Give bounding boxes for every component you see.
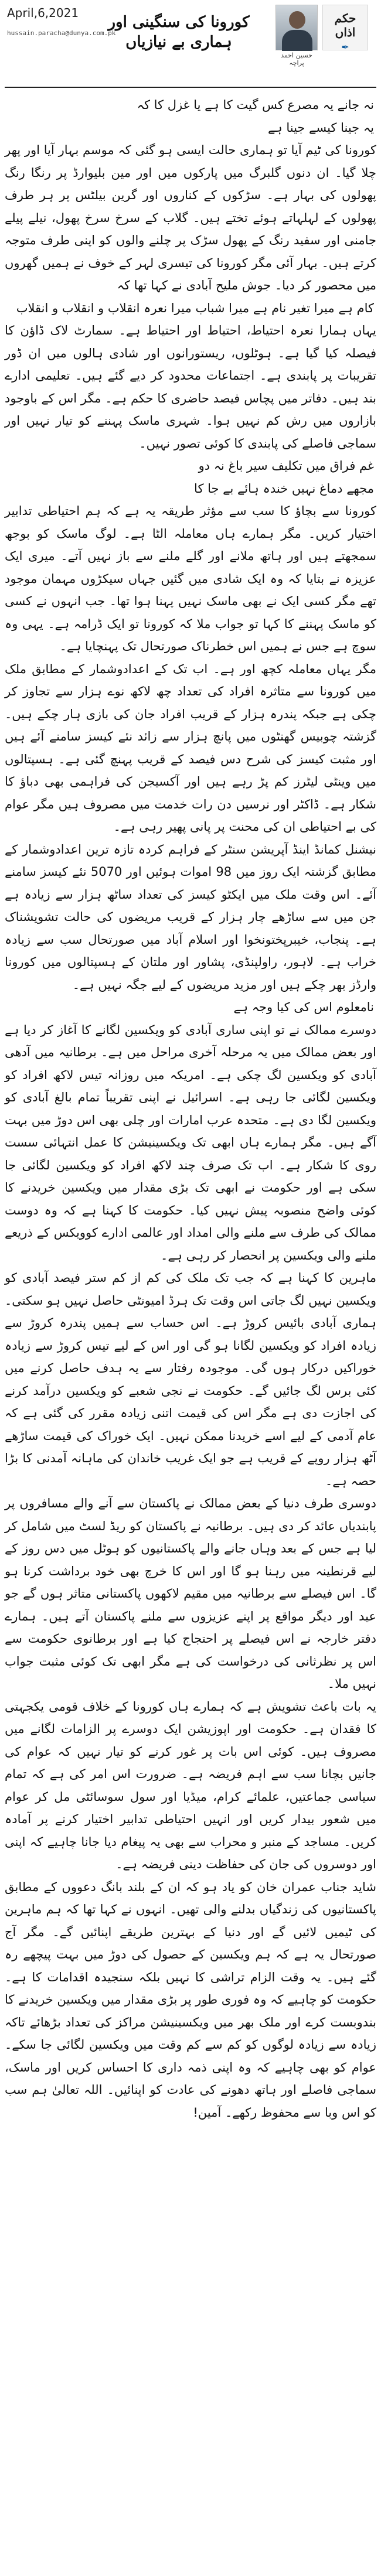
article-paragraph: کورونا کی ٹیم آیا تو ہماری حالت ایسی ہو گئی کہ موسم بہار آیا اور پھر چلا گیا۔ ان دنوں گلبرگ میں پارکوں میں اور مین بلیوارڈ پر رنگا رنگ پھولوں کی بہار ہے۔ سڑکوں کے کناروں اور گرین بیلٹس پر ہر طرف پھولوں کے لہلہاتے ہوئے تختے ہیں۔ گلاب کے سرخ سرخ پھول، نیلے پیلے جامنی اور سفید رنگ کے پھول سڑک پر چلنے والوں کو اپنی طرف متوجہ کرتے ہیں۔ بہار آئی مگر کورونا کی تیسری لہر کے خوف نے ہمیں گھروں میں محصور کر دیا۔ جوش ملیح آبادی نے کہا تھا کہ <box>5 143 376 292</box>
author-photo-torso <box>282 30 312 51</box>
article-paragraph: دوسری طرف دنیا کے بعض ممالک نے پاکستان سے آنے والے مسافروں پر پابندیاں عائد کر دی ہیں۔ برطانیہ نے پاکستان کو ریڈ لسٹ میں شامل کر لیا ہے جس کے بعد وہاں جانے والے پاکستانیوں کو ہوٹل میں دس روز کے لیے قرنطینہ میں رہنا ہو گا اور اس کا خرچ بھی خود برداشت کرنا ہو گا۔ اس فیصلے سے برطانیہ میں مقیم لاکھوں پاکستانی متاثر ہوں گے جو عید اور دیگر مواقع پر اپنے عزیزوں سے ملنے پاکستان آتے ہیں۔ ہمارے دفتر خارجہ نے اس فیصلے پر احتجاج کیا ہے اور برطانوی حکومت سے اس پر نظرثانی کی درخواست کی ہے مگر ابھی تک کوئی مثبت جواب نہیں ملا۔ <box>5 1496 376 1691</box>
article-paragraph: ماہرین کا کہنا ہے کہ جب تک ملک کی کم از کم ستر فیصد آبادی کو ویکسین نہیں لگ جاتی اس وقت تک ہرڈ امیونٹی حاصل نہیں ہو سکتی۔ ہماری آبادی بائیس کروڑ ہے۔ اس حساب سے ہمیں پندرہ کروڑ سے زیادہ افراد کو ویکسین لگانا ہو گی اور اس کے لیے تیس کروڑ سے زیادہ خوراکیں درکار ہوں گی۔ موجودہ رفتار سے یہ ہدف حاصل کرنے میں کئی برس لگ جائیں گے۔ حکومت نے نجی شعبے کو ویکسین درآمد کرنے کی اجازت دی ہے مگر اس کی قیمت اتنی زیادہ مقرر کی گئی ہے کہ عام آدمی کے لیے اسے خریدنا ممکن نہیں۔ ایک خوراک کی قیمت ساڑھے آٹھ ہزار روپے کے قریب ہے جو ایک غریب خاندان کی ماہانہ آمدنی کا بڑا حصہ ہے۔ <box>5 1271 376 1488</box>
author-name: حسین احمد پراچہ <box>281 52 312 67</box>
author-photo <box>275 5 318 50</box>
column-logo <box>322 5 368 53</box>
author-email: hussain.paracha@dunya.com.pk <box>7 29 116 37</box>
article-paragraph: مجھے دماغ نہیں خندہ ہائے بے جا کا <box>194 481 374 496</box>
article-paragraph: شاید جناب عمران خان کو یاد ہو کہ ان کے بلند بانگ دعووں کے مطابق پاکستانیوں کی زندگیاں بدلنے والی تھیں۔ انہوں نے کہا تھا کہ ہم ماہرین کی ٹیمیں لائیں گے اور دنیا کے بہترین طریقے اپنائیں گے۔ مگر آج صورتحال یہ ہے کہ ہم ویکسین کے حصول کی دوڑ میں بہت پیچھے رہ گئے ہیں۔ یہ وقت الزام تراشی کا نہیں بلکہ سنجیدہ اقدامات کا ہے۔ حکومت کو چاہیے کہ وہ فوری طور پر بڑی مقدار میں ویکسین خریدنے کا بندوبست کرے اور ملک بھر میں ویکسینیشن مراکز کی تعداد بڑھائے تاکہ زیادہ سے زیادہ لوگوں کو کم سے کم وقت میں ویکسین لگائی جا سکے۔ عوام کو بھی چاہیے کہ وہ اپنی ذمہ داری کا احساس کریں اور ماسک، سماجی فاصلے اور ہاتھ دھونے کی عادت کو اپنائیں۔ اللہ تعالیٰ ہم سب کو اس وبا سے محفوظ رکھے۔ آمین! <box>5 1879 376 2120</box>
article-paragraph: مگر یہاں معاملہ کچھ اور ہے۔ اب تک کے اعدادوشمار کے مطابق ملک میں کورونا سے متاثرہ افراد کی تعداد چھ لاکھ نوے ہزار سے تجاوز کر چکی ہے جبکہ پندرہ ہزار کے قریب افراد جان کی بازی ہار چکے ہیں۔ گزشتہ چوبیس گھنٹوں میں پانچ ہزار سے زائد نئے کیسز سامنے آئے ہیں اور مثبت کیسز کی شرح دس فیصد کے قریب پہنچ گئی ہے۔ ہسپتالوں میں وینٹی لیٹرز کم پڑ رہے ہیں اور آکسیجن کی فراہمی بھی دباؤ کا شکار ہے۔ ڈاکٹر اور نرسیں دن رات خدمت میں مصروف ہیں مگر عوام کی بے احتیاطی ان کی محنت پر پانی پھیر رہی ہے۔ <box>5 661 376 834</box>
article-paragraph: نیشنل کمانڈ اینڈ آپریشن سنٹر کے فراہم کردہ تازہ ترین اعدادوشمار کے مطابق گزشتہ ایک روز میں 98 اموات ہوئیں اور 5070 نئے کیسز سامنے آئے۔ اس وقت ملک میں ایکٹو کیسز کی تعداد ساٹھ ہزار سے زیادہ ہے جن میں سے ساڑھے چار ہزار کے قریب مریضوں کی حالت تشویشناک ہے۔ پنجاب، خیبرپختونخوا اور اسلام آباد میں صورتحال سب سے زیادہ خراب ہے۔ لاہور، راولپنڈی، پشاور اور ملتان کے ہسپتالوں میں کورونا وارڈز بھر چکے ہیں اور مزید مریضوں کے لیے جگہ نہیں ہے۔ <box>5 842 376 992</box>
article-paragraph: دوسرے ممالک نے تو اپنی ساری آبادی کو ویکسین لگانے کا آغاز کر دیا ہے اور بعض ممالک میں یہ مرحلہ آخری مراحل میں ہے۔ برطانیہ میں آدھی آبادی کو ویکسین لگ چکی ہے۔ امریکہ میں روزانہ تیس لاکھ افراد کو ویکسین لگائی جا رہی ہے۔ اسرائیل نے اپنی تقریباً تمام بالغ آبادی کو ویکسین لگا دی ہے۔ متحدہ عرب امارات اور چلی بھی اس دوڑ میں بہت آگے ہیں۔ مگر ہمارے ہاں ابھی تک ویکسینیشن کا عمل انتہائی سست روی کا شکار ہے۔ اب تک صرف چند لاکھ افراد کو ویکسین لگائی جا سکی ہے اور حکومت نے ابھی تک بڑی مقدار میں ویکسین خریدنے کا کوئی واضح منصوبہ پیش نہیں کیا۔ حکومت کا کہنا ہے کہ وہ دوست ممالک کی طرف سے ملنے والی امداد اور عالمی ادارے کوویکس کے ذریعے ملنے والی ویکسین پر انحصار کر رہی ہے۔ <box>5 1022 376 1263</box>
column-title: کورونا کی سنگینی اور ہماری بے نیازیاں <box>108 13 250 51</box>
article-paragraph: کورونا سے بچاؤ کا سب سے مؤثر طریقہ یہ ہے کہ ہم احتیاطی تدابیر اختیار کریں۔ مگر ہمارے ہاں معاملہ الٹا ہے۔ لوگ ماسک کو بوجھ سمجھتے ہیں اور ہاتھ ملانے اور گلے ملنے سے باز نہیں آتے۔ میری ایک عزیزہ نے بتایا کہ وہ ایک شادی میں گئیں جہاں سیکڑوں مہمان موجود تھے مگر کسی ایک نے بھی ماسک نہیں پہنا ہوا تھا۔ جب انہوں نے کسی کو ماسک پہننے کا کہا تو جواب ملا کہ کورونا تو ایک ڈرامہ ہے۔ یہی وہ سوچ ہے جس نے ہمیں اس خطرناک صورتحال تک پہنچایا ہے۔ <box>5 504 376 653</box>
article-paragraph: نامعلوم اس کی کیا وجہ ہے <box>233 1000 374 1014</box>
publish-date: April,6,2021 <box>7 6 79 20</box>
article-paragraph: یہ بات باعث تشویش ہے کہ ہمارے ہاں کورونا کے خلاف قومی یکجہتی کا فقدان ہے۔ حکومت اور اپوزیشن ایک دوسرے پر الزامات لگانے میں مصروف ہیں۔ کوئی اس بات پر غور کرنے کو تیار نہیں کہ عوام کی جانیں بچانا سب سے اہم فریضہ ہے۔ ضرورت اس امر کی ہے کہ تمام سیاسی جماعتیں، علمائے کرام، میڈیا اور سول سوسائٹی مل کر عوام میں شعور بیدار کریں اور انہیں احتیاطی تدابیر اختیار کرنے پر آمادہ کریں۔ مساجد کے منبر و محراب سے بھی یہ پیغام دیا جانا چاہیے کہ اپنی اور دوسروں کی جان کی حفاظت دینی فریضہ ہے۔ <box>5 1699 376 1871</box>
article-paragraph: غم فراق میں تکلیف سیر باغ نہ دو <box>198 459 374 473</box>
column-brand: حکم اذاں <box>334 11 356 39</box>
article-paragraph: یہاں ہمارا نعرہ احتیاط، احتیاط اور احتیاط ہے۔ سمارٹ لاک ڈاؤن کا فیصلہ کیا گیا ہے۔ ہوٹلوں، ریستورانوں اور شادی ہالوں میں ان ڈور تقریبات پر پابندی ہے۔ اجتماعات محدود کر دیے گئے ہیں۔ تعلیمی ادارے بند ہیں۔ دفاتر میں پچاس فیصد حاضری کا حکم ہے۔ مگر اس کے باوجود بازاروں میں رش کم نہیں ہوا۔ شہری ماسک پہننے کو تیار نہیں اور سماجی فاصلے کی پابندی کا کوئی تصور نہیں۔ <box>5 323 376 451</box>
article-paragraph: نہ جانے یہ مصرع کس گیت کا ہے یا غزل کا کہ <box>137 98 374 112</box>
column-header <box>5 0 376 88</box>
article-body <box>5 88 376 2124</box>
pen-icon: ✒ <box>341 42 349 53</box>
article-paragraph: کام ہے میرا تغیر نام ہے میرا شباب میرا نعرہ انقلاب و انقلاب و انقلاب <box>16 301 374 315</box>
author-photo-head <box>289 11 305 29</box>
article-paragraph: یہ جینا کیسے جینا ہے <box>268 120 374 135</box>
